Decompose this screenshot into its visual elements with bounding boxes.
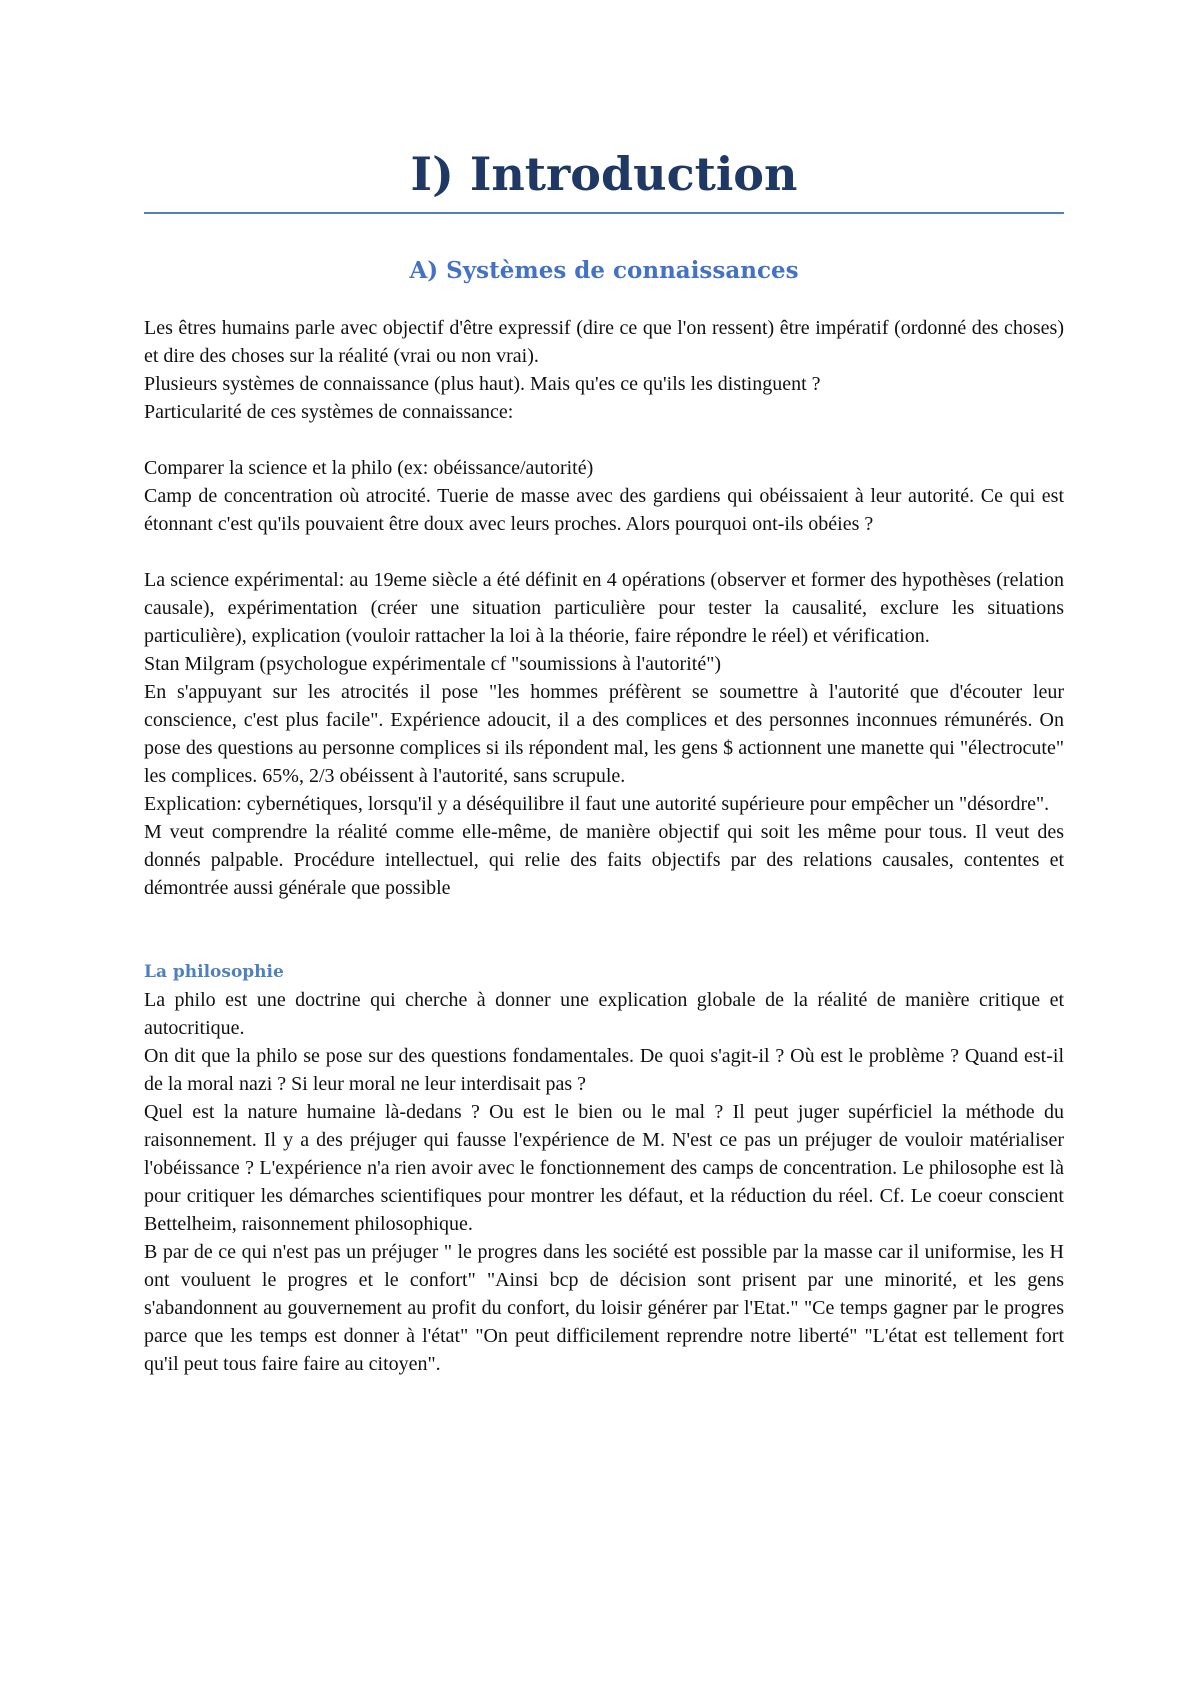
section-spacer [144, 902, 1064, 958]
paragraph: La science expérimental: au 19eme siècle a été définit en 4 opérations (observer et former des hypothèses (relation causale), expérimentation (créer une situation particulière pour tester la causalité, exclure les situations particulière), explication (vouloir rattacher la loi à la théorie, faire répondre le réel) et vérification. [144, 569, 1064, 647]
paragraph: Plusieurs systèmes de connaissance (plus haut). Mais qu'es ce qu'ils les distinguent ? [144, 373, 821, 395]
paragraph: B par de ce qui n'est pas un préjuger " le progres dans les société est possible par la masse car il uniformise, les H ont vouluent le progres et le confort" "Ainsi bcp de décision sont prisent par une minorité, et les gens s'abandonnent au gouvernement au profit du confort, du loisir générer par l'Etat." "Ce temps gagner par le progres parce que les temps est donner à l'état" "On peut difficilement reprendre notre liberté" "L'état est tellement fort qu'il peut tous faire faire au citoyen". [144, 1241, 1064, 1375]
paragraph: Camp de concentration où atrocité. Tuerie de masse avec des gardiens qui obéissaient à leur autorité. Ce qui est étonnant c'est qu'ils pouvaient être doux avec leurs proches. Alors pourquoi ont-ils obéies ? [144, 485, 1064, 535]
section-heading-philosophie: La philosophie [144, 962, 284, 982]
paragraph: La philo est une doctrine qui cherche à donner une explication globale de la réalité de manière critique et autocritique. [144, 989, 1064, 1039]
paragraph: En s'appuyant sur les atrocités il pose "les hommes préfèrent se soumettre à l'autorité que d'écouter leur conscience, c'est plus facile". Expérience adoucit, il a des complices et des personnes inconnues rémunérés. On pose des questions au personne complices si ils répondent mal, les gens $ actionnent une manette qui "électrocute" les complices. 65%, 2/3 obéissent à l'autorité, sans scrupule. [144, 681, 1064, 787]
section-body [144, 314, 1064, 1378]
paragraph-spacer [144, 426, 1064, 454]
paragraph: Quel est la nature humaine là-dedans ? Ou est le bien ou le mal ? Il peut juger supérficiel la méthode du raisonnement. Il y a des préjuger qui fausse l'expérience de M. N'est ce pas un préjuger de vouloir matérialiser l'obéissance ? L'expérience n'a rien avoir avec le fonctionnement des camps de concentration. Le philosophe est là pour critiquer les démarches scientifiques pour montrer les défaut, et la réduction du réel. Cf. Le coeur conscient Bettelheim, raisonnement philosophique. [144, 1101, 1064, 1235]
paragraph: On dit que la philo se pose sur des questions fondamentales. De quoi s'agit-il ? Où est le problème ? Quand est-il de la moral nazi ? Si leur moral ne leur interdisait pas ? [144, 1045, 1064, 1095]
paragraph-spacer [144, 538, 1064, 566]
paragraph: Particularité de ces systèmes de connaissance: [144, 401, 514, 423]
title-underline-divider [144, 212, 1064, 214]
page-title: I) Introduction [410, 147, 798, 201]
document-page [144, 140, 1064, 1378]
paragraph: Explication: cybernétiques, lorsqu'il y a déséquilibre il faut une autorité supérieure pour empêcher un "désordre". [144, 793, 1050, 815]
section-subtitle: A) Systèmes de connaissances [409, 257, 799, 284]
paragraph: M veut comprendre la réalité comme elle-même, de manière objectif qui soit les même pour tous. Il veut des donnés palpable. Procédure intellectuel, qui relie des faits objectifs par des relations causales, contentes et démontrée aussi générale que possible [144, 821, 1064, 899]
paragraph: Stan Milgram (psychologue expérimentale cf "soumissions à l'autorité") [144, 653, 722, 675]
paragraph: Les êtres humains parle avec objectif d'être expressif (dire ce que l'on ressent) être impératif (ordonné des choses) et dire des choses sur la réalité (vrai ou non vrai). [144, 317, 1064, 367]
paragraph: Comparer la science et la philo (ex: obéissance/autorité) [144, 457, 594, 479]
